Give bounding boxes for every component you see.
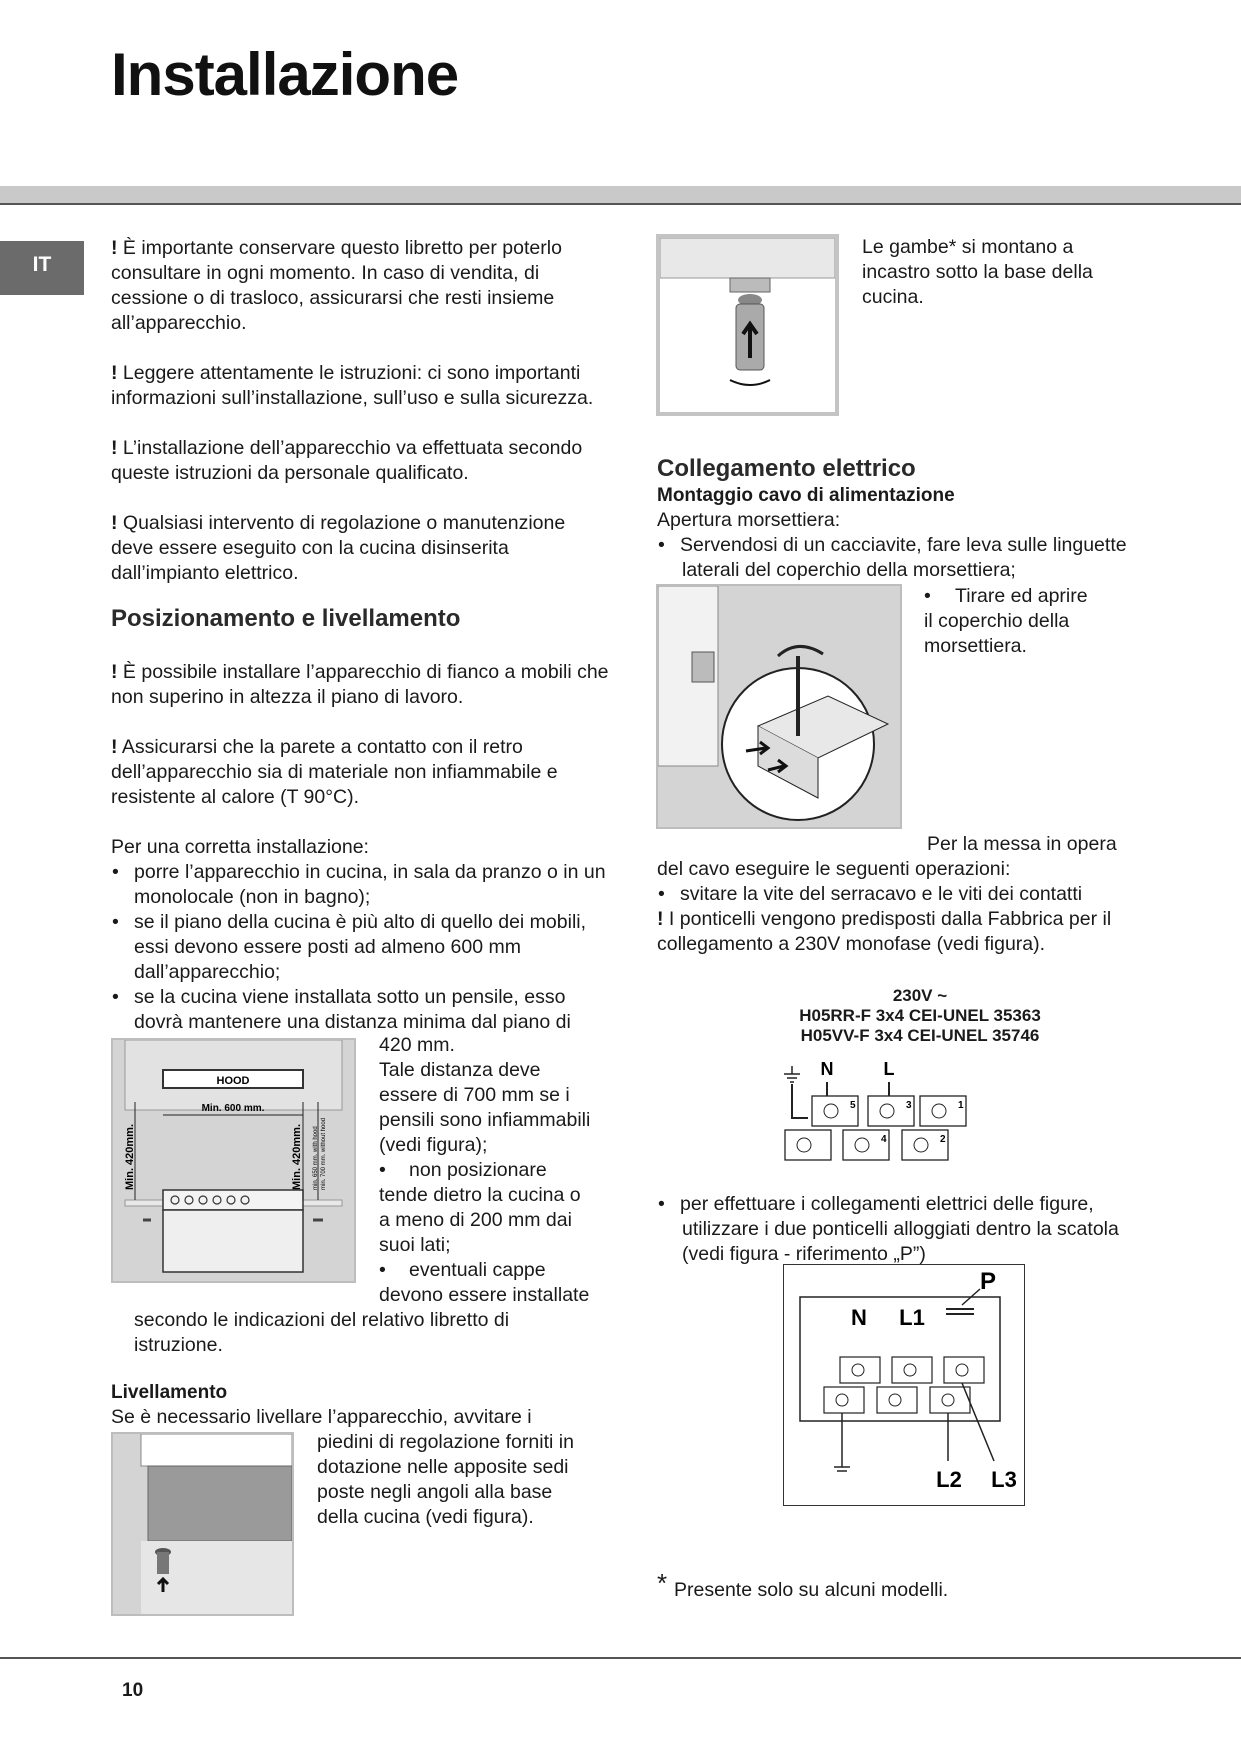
cable-spec-1: H05RR-F 3x4 CEI-UNEL 35363: [799, 1006, 1041, 1025]
positioning-warning-2: Assicurarsi che la parete a contatto con il retro dell’apparecchio sia di materiale non infiammabile e resistente al calore (T 90°C).: [111, 736, 558, 808]
hood-clearance-figure: [111, 1038, 356, 1283]
min-420-right: Min. 420mm.: [291, 1123, 303, 1190]
wrap-line: pensili sono infiammabili: [379, 1109, 591, 1131]
messa-first: Per la messa in opera: [927, 833, 1117, 855]
without-hood-label: min. 700 mm. without hood: [321, 1117, 327, 1190]
min-600-label: Min. 600 mm.: [201, 1103, 265, 1114]
leveling-text: piedini di regolazione forniti in dotazione nelle apposite sedi poste negli angoli alla base della cucina (vedi figura).: [317, 1431, 574, 1528]
section-heading-positioning: Posizionamento e livellamento: [111, 605, 461, 632]
hood-wrap-end: secondo le indicazioni del relativo libretto di istruzione.: [134, 1309, 510, 1356]
electrical-intro: Apertura morsettiera: • Servendosi di un cacciavite, fare leva sulle linguette laterali del coperchio della morsettiera;: [657, 508, 1157, 583]
leveling-heading: Livellamento: [111, 1382, 228, 1403]
installation-intro: Per una corretta installazione:: [111, 836, 369, 858]
installation-list: [111, 860, 611, 1035]
hood-diagram: [113, 1040, 354, 1281]
warning-2: Leggere attentamente le istruzioni: ci sono importanti informazioni sull’installazione, sull’uso e sulla sicurezza.: [111, 362, 594, 409]
legs-text: Le gambe* si montano a incastro sotto la base della cucina.: [862, 236, 1093, 308]
warning-4: Qualsiasi intervento di regolazione o manutenzione deve essere eseguito con la cucina disinserita dall’impianto elettrico.: [111, 512, 566, 584]
ground-icon: [784, 1066, 800, 1082]
footnote: Presente solo su alcuni modelli.: [674, 1579, 949, 1601]
cable-steps: del cavo eseguire le seguenti operazioni: • svitare la vite del serracavo e le viti dei contatti ! I ponticelli vengono predisposti dalla Fabbrica per il collegamento a 230V monofase (vedi figura).: [657, 857, 1157, 957]
section-heading-electrical: Collegamento elettrico: [657, 455, 916, 482]
leveling-figure: [111, 1432, 294, 1616]
general-warnings: ! È importante conservare questo libretto per poterlo consultare in ogni momento. In caso di vendita, di cessione o di trasloco, assicurarsi che resti insieme all’apparecchio. ! Leggere attentamente le istruzioni: ci sono importanti informazioni sull’installazione, sull’uso e sulla sicurezza. ! L’installazione dell’apparecchio va effettuata secondo queste istruzioni da personale qualificato. ! Qualsiasi intervento di regolazione o manutenzione deve essere eseguito con la cucina disinserita dall’impianto elettrico.: [111, 237, 594, 584]
terminal-2: 2: [940, 1134, 946, 1145]
l1-label: L1: [899, 1305, 925, 1330]
neutral-label: N: [851, 1305, 867, 1330]
terminal-4: 4: [881, 1134, 887, 1145]
language-tab: IT: [0, 241, 84, 295]
voltage-label: 230V ~: [892, 986, 948, 1005]
jumper-box-diagram: [783, 1264, 1025, 1506]
warning-1: È importante conservare questo libretto per poterlo consultare in ogni momento. In caso di vendita, di cessione o di trasloco, assicurarsi che resti insieme all’apparecchio.: [111, 237, 562, 334]
list-item: • porre l’apparecchio in cucina, in sala da pranzo o in un monolocale (non in bagno);: [111, 860, 611, 910]
footer-divider: [0, 1657, 1241, 1659]
hood-wrap-text: 420 mm. Tale distanza deve essere di 700 mm se i pensili sono infiammabili (vedi figura); • non posizionare tende dietro la cucina o a meno di 200 mm dai suoi lati; • eventuali cappe devono essere installate: [379, 1033, 619, 1308]
hood-label: HOOD: [216, 1075, 250, 1087]
list-item: • se il piano della cucina è più alto di quello dei mobili, essi devono essere posti ad almeno 600 mm dall’apparecchio;: [111, 910, 611, 985]
header-band: [0, 186, 1241, 205]
l3-label: L3: [991, 1467, 1017, 1492]
terminal-1: 1: [958, 1100, 964, 1111]
list-item: • se la cucina viene installata sotto un pensile, esso dovrà mantenere una distanza minima dal piano di: [111, 985, 611, 1035]
terminal-box-figure: [656, 584, 902, 829]
subheading-cable: Montaggio cavo di alimentazione: [657, 485, 955, 506]
legs-diagram: [660, 238, 835, 412]
terminal-3: 3: [906, 1100, 912, 1111]
jumpers-text: • per effettuare i collegamenti elettrici delle figure, utilizzare i due ponticelli alloggiati dentro la scatola (vedi figura - riferimento „P”): [657, 1192, 1157, 1267]
rotate-icon: [730, 380, 770, 385]
leveling-first-line: Se è necessario livellare l’apparecchio, avvitare i: [111, 1406, 532, 1428]
wrap-line: essere di 700 mm se i: [379, 1084, 570, 1106]
page-title: Installazione: [111, 41, 459, 108]
l2-label: L2: [936, 1467, 962, 1492]
positioning-warnings: ! È possibile installare l’apparecchio di fianco a mobili che non superino in altezza il piano di lavoro. ! Assicurarsi che la parete a contatto con il retro dell’apparecchio sia di materiale non infiammabile e resistente al calore (T 90°C). Per una corretta installazione: • porre l’apparecchio in cucina, in sala da pranzo o in un monolocale (non in bagno); • se il piano della cucina è più alto di quello dei mobili, essi devono essere posti ad almeno 600 mm dall’apparecchio; • se la cucina viene installata sotto un pensile, esso dovrà mantenere una distanza minima dal piano di: [111, 660, 611, 1035]
wrap-line: Tale distanza deve: [379, 1059, 541, 1081]
neutral-label: N: [820, 1059, 834, 1079]
terminal-box-diagram: [658, 586, 900, 827]
with-hood-label: min. 650 mm. with hood: [313, 1126, 319, 1190]
terminal-5: 5: [850, 1100, 856, 1111]
wrap-line: 420 mm.: [379, 1034, 455, 1056]
legs-figure: [656, 234, 839, 416]
positioning-warning-1: È possibile installare l’apparecchio di fianco a mobili che non superino in altezza il piano di lavoro.: [111, 661, 609, 708]
wiring-spec: [780, 986, 1060, 1046]
leveling-diagram: [113, 1434, 292, 1614]
cable-spec-2: H05VV-F 3x4 CEI-UNEL 35746: [800, 1026, 1040, 1045]
warning-3: L’installazione dell’apparecchio va effettuata secondo queste istruzioni da personale qualificato.: [111, 437, 583, 484]
wrap-line: (vedi figura);: [379, 1134, 488, 1156]
ground-icon: [834, 1459, 850, 1471]
open-box-text: • Tirare ed aprire il coperchio della morsettiera.: [924, 585, 1088, 657]
line-label: L: [883, 1059, 895, 1079]
footnote-star: *: [657, 1568, 668, 1598]
rotate-arrow-icon: [778, 646, 823, 656]
terminal-wiring-diagram: [780, 1058, 980, 1183]
min-420-left: Min. 420mm.: [124, 1123, 136, 1190]
jumper-p-label: P: [979, 1268, 997, 1295]
page-number: 10: [122, 1680, 144, 1701]
